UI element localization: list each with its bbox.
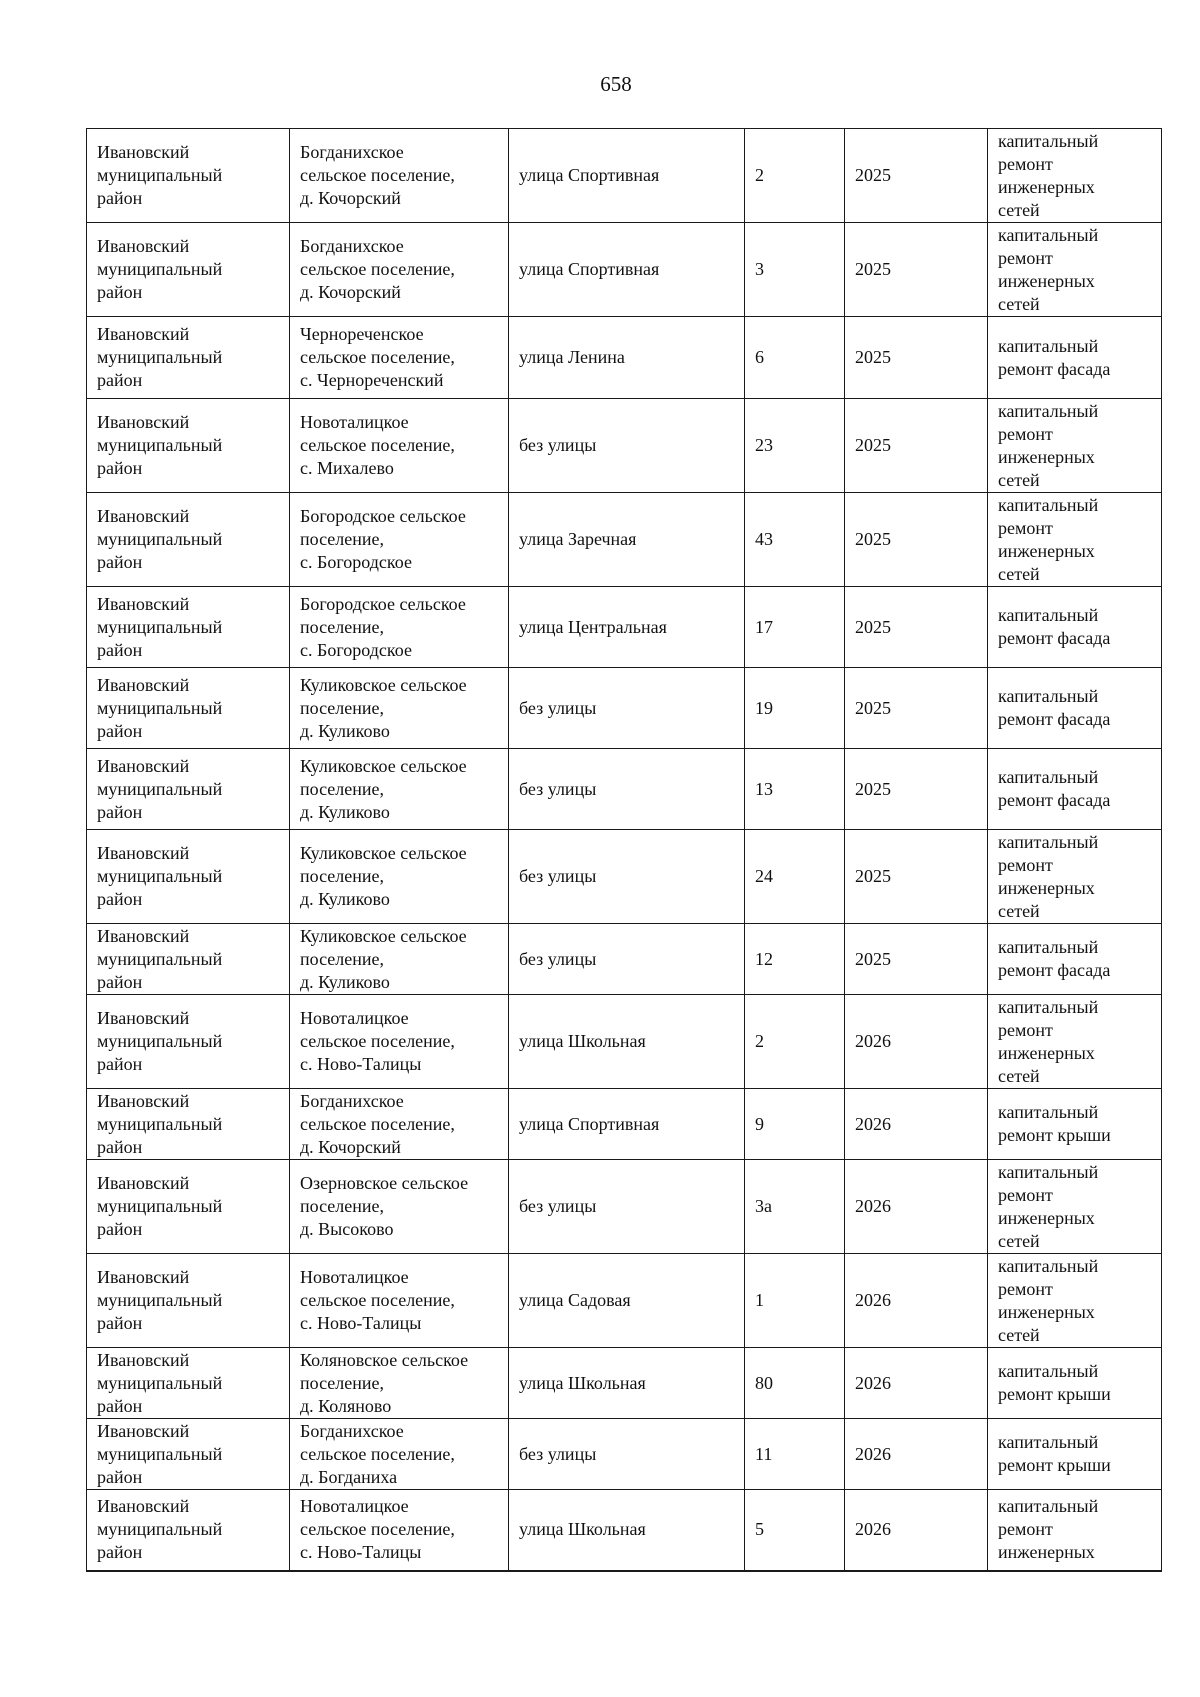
repair-register-table: [86, 128, 1162, 1572]
street-cell: улица Спортивная: [509, 1089, 745, 1160]
settlement-cell: Новоталицкое сельское поселение, с. Ново-Талицы: [290, 1254, 509, 1348]
house-number-cell: 1: [745, 1254, 845, 1348]
street-cell: без улицы: [509, 924, 745, 995]
settlement-cell: Новоталицкое сельское поселение, с. Михалево: [290, 399, 509, 493]
district-cell: Ивановский муниципальный район: [87, 129, 290, 223]
year-cell: 2025: [845, 223, 988, 317]
work-type-cell: капитальный ремонт фасада: [988, 924, 1162, 995]
settlement-cell: Куликовское сельское поселение, д. Куликово: [290, 668, 509, 749]
street-cell: без улицы: [509, 668, 745, 749]
settlement-cell: Куликовское сельское поселение, д. Куликово: [290, 749, 509, 830]
settlement-cell: Богородское сельское поселение, с. Богородское: [290, 587, 509, 668]
district-cell: Ивановский муниципальный район: [87, 749, 290, 830]
house-number-cell: 13: [745, 749, 845, 830]
house-number-cell: 11: [745, 1419, 845, 1490]
house-number-cell: 12: [745, 924, 845, 995]
work-type-cell: капитальный ремонт крыши: [988, 1419, 1162, 1490]
house-number-cell: 80: [745, 1348, 845, 1419]
district-cell: Ивановский муниципальный район: [87, 830, 290, 924]
street-cell: без улицы: [509, 399, 745, 493]
work-type-cell: капитальный ремонт инженерных сетей: [988, 129, 1162, 223]
street-cell: без улицы: [509, 1160, 745, 1254]
year-cell: 2025: [845, 587, 988, 668]
district-cell: Ивановский муниципальный район: [87, 587, 290, 668]
house-number-cell: 43: [745, 493, 845, 587]
year-cell: 2025: [845, 830, 988, 924]
year-cell: 2026: [845, 1089, 988, 1160]
street-cell: улица Школьная: [509, 1348, 745, 1419]
house-number-cell: 6: [745, 317, 845, 399]
year-cell: 2026: [845, 1419, 988, 1490]
table-row: [87, 223, 1162, 317]
settlement-cell: Озерновское сельское поселение, д. Высоково: [290, 1160, 509, 1254]
work-type-cell: капитальный ремонт инженерных сетей: [988, 1254, 1162, 1348]
year-cell: 2026: [845, 1160, 988, 1254]
year-cell: 2025: [845, 129, 988, 223]
year-cell: 2025: [845, 924, 988, 995]
street-cell: улица Спортивная: [509, 129, 745, 223]
settlement-cell: Богданихское сельское поселение, д. Кочорский: [290, 129, 509, 223]
house-number-cell: 17: [745, 587, 845, 668]
work-type-cell: капитальный ремонт фасада: [988, 587, 1162, 668]
house-number-cell: 9: [745, 1089, 845, 1160]
settlement-cell: Богданихское сельское поселение, д. Кочорский: [290, 223, 509, 317]
street-cell: улица Центральная: [509, 587, 745, 668]
street-cell: улица Школьная: [509, 1490, 745, 1571]
table-row: [87, 1089, 1162, 1160]
street-cell: без улицы: [509, 1419, 745, 1490]
district-cell: Ивановский муниципальный район: [87, 1490, 290, 1571]
table-row: [87, 830, 1162, 924]
year-cell: 2025: [845, 399, 988, 493]
table-row: [87, 399, 1162, 493]
district-cell: Ивановский муниципальный район: [87, 1419, 290, 1490]
year-cell: 2026: [845, 1348, 988, 1419]
settlement-cell: Куликовское сельское поселение, д. Куликово: [290, 830, 509, 924]
district-cell: Ивановский муниципальный район: [87, 493, 290, 587]
district-cell: Ивановский муниципальный район: [87, 399, 290, 493]
work-type-cell: капитальный ремонт фасада: [988, 668, 1162, 749]
district-cell: Ивановский муниципальный район: [87, 223, 290, 317]
settlement-cell: Коляновское сельское поселение, д. Коляново: [290, 1348, 509, 1419]
street-cell: улица Ленина: [509, 317, 745, 399]
work-type-cell: капитальный ремонт фасада: [988, 317, 1162, 399]
work-type-cell: капитальный ремонт инженерных сетей: [988, 1160, 1162, 1254]
work-type-cell: капитальный ремонт инженерных сетей: [988, 995, 1162, 1089]
street-cell: улица Заречная: [509, 493, 745, 587]
work-type-cell: капитальный ремонт инженерных: [988, 1490, 1162, 1571]
house-number-cell: 3: [745, 223, 845, 317]
settlement-cell: Богородское сельское поселение, с. Богородское: [290, 493, 509, 587]
district-cell: Ивановский муниципальный район: [87, 1254, 290, 1348]
house-number-cell: 2: [745, 995, 845, 1089]
year-cell: 2026: [845, 1254, 988, 1348]
street-cell: без улицы: [509, 749, 745, 830]
settlement-cell: Куликовское сельское поселение, д. Куликово: [290, 924, 509, 995]
work-type-cell: капитальный ремонт крыши: [988, 1089, 1162, 1160]
house-number-cell: 19: [745, 668, 845, 749]
settlement-cell: Богданихское сельское поселение, д. Богданиха: [290, 1419, 509, 1490]
district-cell: Ивановский муниципальный район: [87, 1160, 290, 1254]
page-number: 658: [600, 72, 632, 96]
table-row: [87, 493, 1162, 587]
work-type-cell: капитальный ремонт крыши: [988, 1348, 1162, 1419]
year-cell: 2025: [845, 317, 988, 399]
district-cell: Ивановский муниципальный район: [87, 924, 290, 995]
street-cell: улица Спортивная: [509, 223, 745, 317]
table-row: [87, 1348, 1162, 1419]
year-cell: 2025: [845, 749, 988, 830]
settlement-cell: Новоталицкое сельское поселение, с. Ново-Талицы: [290, 1490, 509, 1571]
table-row: [87, 668, 1162, 749]
table-row: [87, 1490, 1162, 1571]
year-cell: 2026: [845, 1490, 988, 1571]
house-number-cell: 5: [745, 1490, 845, 1571]
work-type-cell: капитальный ремонт фасада: [988, 749, 1162, 830]
work-type-cell: капитальный ремонт инженерных сетей: [988, 830, 1162, 924]
district-cell: Ивановский муниципальный район: [87, 668, 290, 749]
street-cell: улица Школьная: [509, 995, 745, 1089]
year-cell: 2025: [845, 668, 988, 749]
district-cell: Ивановский муниципальный район: [87, 1348, 290, 1419]
table-row: [87, 1419, 1162, 1490]
table-row: [87, 317, 1162, 399]
table-row: [87, 129, 1162, 223]
house-number-cell: 24: [745, 830, 845, 924]
year-cell: 2025: [845, 493, 988, 587]
work-type-cell: капитальный ремонт инженерных сетей: [988, 493, 1162, 587]
street-cell: улица Садовая: [509, 1254, 745, 1348]
table-row: [87, 587, 1162, 668]
settlement-cell: Богданихское сельское поселение, д. Кочорский: [290, 1089, 509, 1160]
work-type-cell: капитальный ремонт инженерных сетей: [988, 399, 1162, 493]
year-cell: 2026: [845, 995, 988, 1089]
district-cell: Ивановский муниципальный район: [87, 995, 290, 1089]
house-number-cell: 23: [745, 399, 845, 493]
district-cell: Ивановский муниципальный район: [87, 1089, 290, 1160]
settlement-cell: Чернореченское сельское поселение, с. Чернореченский: [290, 317, 509, 399]
house-number-cell: 3а: [745, 1160, 845, 1254]
table-row: [87, 924, 1162, 995]
street-cell: без улицы: [509, 830, 745, 924]
district-cell: Ивановский муниципальный район: [87, 317, 290, 399]
table-row: [87, 1254, 1162, 1348]
table-row: [87, 1160, 1162, 1254]
work-type-cell: капитальный ремонт инженерных сетей: [988, 223, 1162, 317]
table-row: [87, 995, 1162, 1089]
house-number-cell: 2: [745, 129, 845, 223]
table-row: [87, 749, 1162, 830]
settlement-cell: Новоталицкое сельское поселение, с. Ново-Талицы: [290, 995, 509, 1089]
